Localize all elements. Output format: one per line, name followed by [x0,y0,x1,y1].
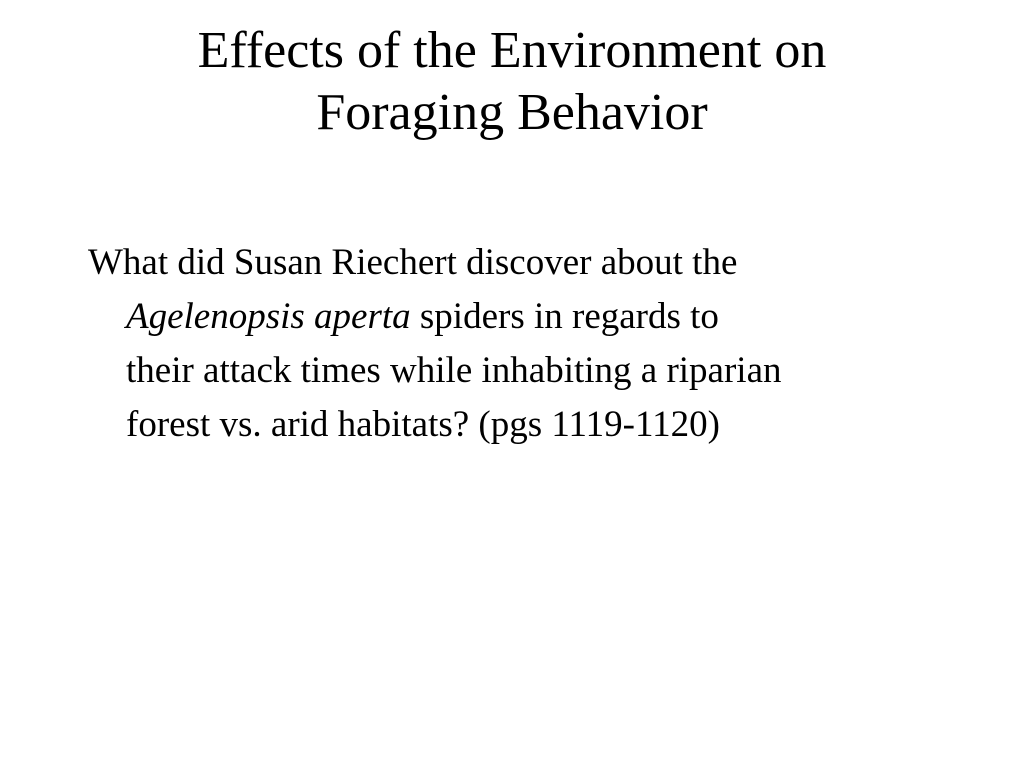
title-line-1: Effects of the Environment on [197,22,827,79]
body-line-2-rest: spiders in regards to [410,296,719,337]
slide-body-text [88,236,948,452]
species-name: Agelenopsis aperta [126,296,411,337]
body-line-2 [88,290,948,344]
body-line-1: What did Susan Riechert discover about the [88,242,738,283]
body-line-3: their attack times while inhabiting a riparian [126,350,782,391]
slide-title [0,20,1024,144]
title-line-2: Foraging Behavior [316,84,708,141]
body-line-4: forest vs. arid habitats? (pgs 1119-1120) [126,404,720,445]
